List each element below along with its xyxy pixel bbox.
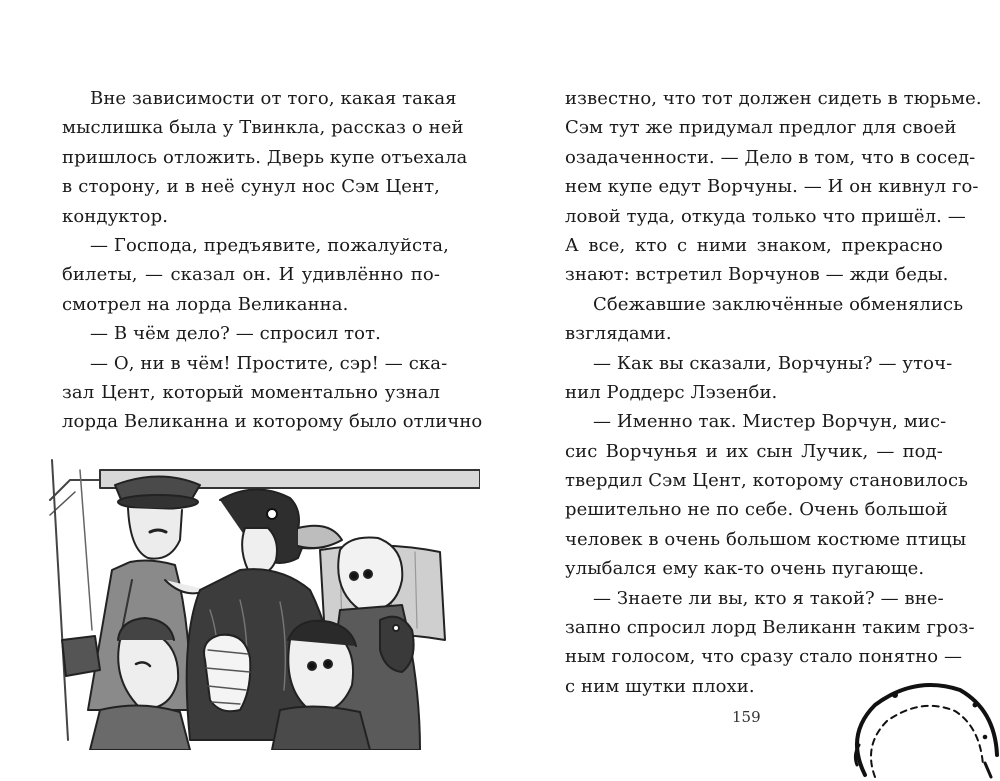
text-line: сис Ворчунья и их сын Лучик, — под- (565, 440, 943, 462)
text-line: А все, кто с ними знаком, прекрасно (565, 234, 943, 256)
page-number: 159 (732, 708, 761, 726)
right-text-column (565, 84, 982, 701)
text-line: нил Роддерс Лэзенби. (565, 381, 778, 403)
text-line: твердил Сэм Цент, которому становилось (565, 470, 969, 492)
text-line: озадаченности. — Дело в том, что в сосед- (565, 146, 976, 168)
text-line: билеты, — сказал он. И удивлённо по- (62, 264, 440, 286)
text-line: решительно не по себе. Очень большой (565, 499, 948, 521)
coffee-stain-icon (835, 665, 1000, 781)
text-line: пришлось отложить. Дверь купе отъехала (62, 146, 468, 168)
text-line: ным голосом, что сразу стало понятно — (565, 646, 963, 668)
text-line: — В чём дело? — спросил тот. (90, 323, 381, 345)
text-line: взглядами. (565, 323, 672, 345)
train-compartment-illustration (40, 440, 480, 750)
text-line: запно спросил лорд Великанн таким гроз- (565, 617, 975, 639)
text-line: улыбался ему как-то очень пугающе. (565, 558, 925, 580)
text-line: — О, ни в чём! Простите, сэр! — ска- (90, 352, 448, 374)
text-line: зал Цент, который моментально узнал (62, 381, 440, 403)
text-line: — Знаете ли вы, кто я такой? — вне- (593, 587, 944, 609)
text-line: Вне зависимости от того, какая такая (90, 88, 457, 109)
text-line: нем купе едут Ворчуны. — И он кивнул го- (565, 176, 979, 198)
text-line: Сбежавшие заключённые обменялись (593, 293, 964, 315)
text-line: кондуктор. (62, 205, 169, 227)
text-line: смотрел на лорда Великанна. (62, 293, 349, 315)
left-text-column (62, 84, 483, 437)
text-line: в сторону, и в неё сунул нос Сэм Цент, (62, 176, 440, 198)
text-line: — Господа, предъявите, пожалуйста, (90, 234, 449, 256)
text-line: ловой туда, откуда только что пришёл. — (565, 205, 966, 227)
text-line: лорда Великанна и которому было отлично (62, 411, 483, 433)
text-line: с ним шутки плохи. (565, 675, 755, 697)
text-line: человек в очень большом костюме птицы (565, 528, 967, 550)
text-line: Сэм тут же придумал предлог для своей (565, 117, 957, 139)
text-line: знают: встретил Ворчунов — жди беды. (565, 264, 949, 286)
text-line: известно, что тот должен сидеть в тюрьме. (565, 88, 982, 109)
text-line: мыслишка была у Твинкла, рассказ о ней (62, 117, 464, 139)
text-line: — Как вы сказали, Ворчуны? — уточ- (593, 352, 953, 374)
text-line: — Именно так. Мистер Ворчун, мис- (593, 411, 947, 433)
